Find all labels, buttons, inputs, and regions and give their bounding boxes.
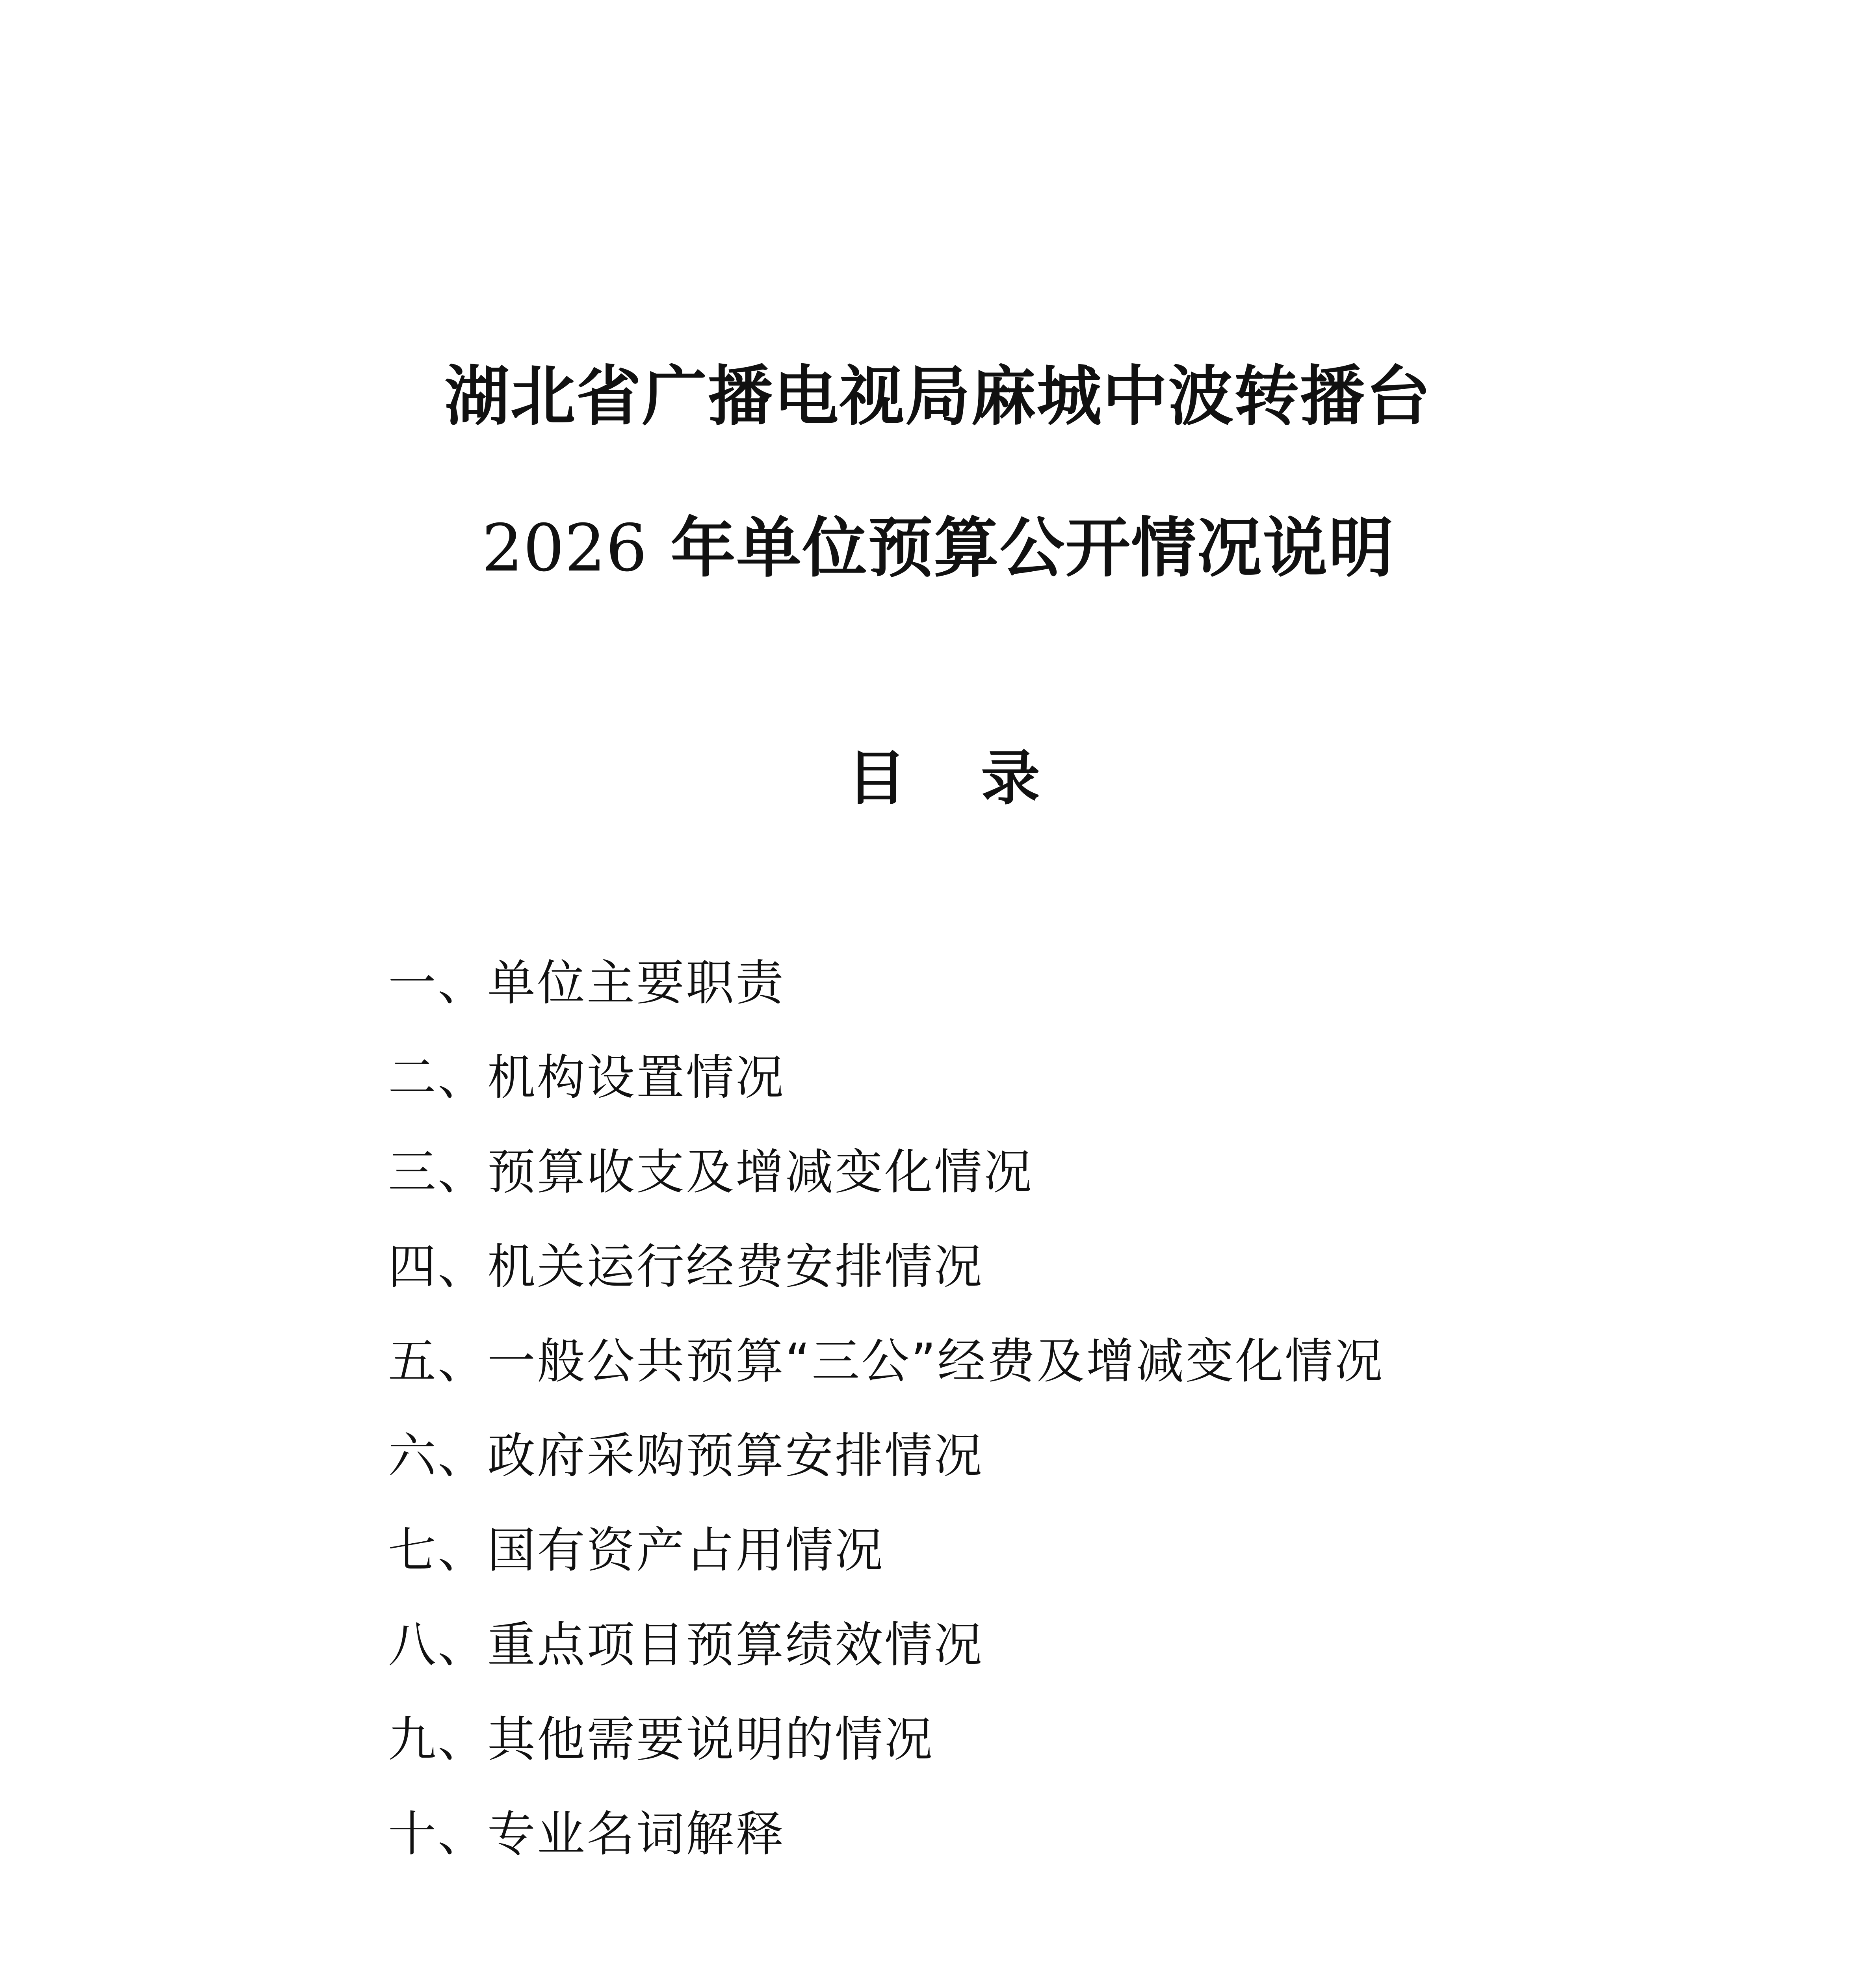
document-title-line-2	[0, 508, 1876, 587]
toc-item-state-assets: 七、国有资产占用情况	[388, 1522, 884, 1578]
toc-item-glossary: 十、专业名词解释	[388, 1806, 785, 1862]
toc-item-budget-changes: 三、预算收支及增减变化情况	[388, 1144, 1033, 1200]
toc-list	[388, 936, 1384, 1881]
toc-item-key-project-performance: 八、重点项目预算绩效情况	[388, 1617, 984, 1673]
toc-item-other-notes: 九、其他需要说明的情况	[388, 1712, 934, 1767]
toc-item-duties: 一、单位主要职责	[388, 955, 785, 1011]
toc-item-procurement: 六、政府采购预算安排情况	[388, 1428, 984, 1484]
toc-item-organization: 二、机构设置情况	[388, 1050, 785, 1106]
document-title-subject: 年单位预算公开情况说明	[671, 509, 1395, 586]
toc-heading-char-2: 录	[981, 743, 1040, 813]
toc-item-three-public-expenses: 五、一般公共预算“三公”经费及增减变化情况	[388, 1333, 1384, 1389]
document-title-year: 2026	[481, 510, 647, 586]
document-title-line-1: 湖北省广播电视局麻城中波转播台	[444, 358, 1432, 434]
toc-heading-char-1: 目	[847, 743, 906, 813]
toc-item-operating-expenses: 四、机关运行经费安排情况	[388, 1239, 984, 1295]
